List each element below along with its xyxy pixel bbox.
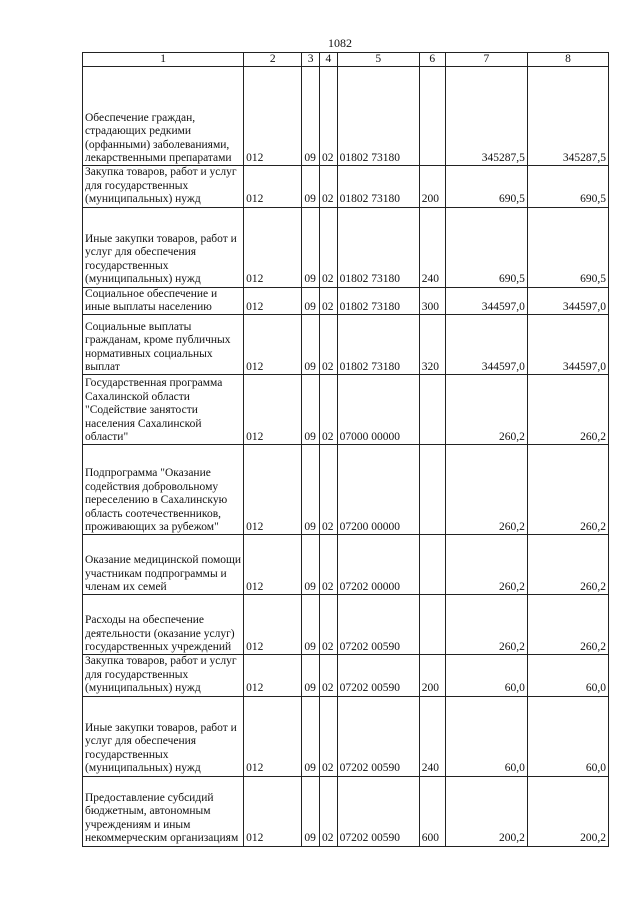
section-code: 09 (302, 67, 320, 166)
amount-col8: 690,5 (527, 207, 608, 287)
target-article: 07202 00590 (337, 696, 419, 776)
section-code: 09 (302, 375, 320, 445)
expense-type: 320 (419, 315, 445, 375)
expense-type (419, 595, 445, 655)
table-row (83, 166, 609, 207)
row-name: Подпрограмма "Оказание содействия добровольному переселению в Сахалинскую область соотечественников, проживающих за рубежом" (83, 445, 244, 535)
amount-col7: 260,2 (445, 375, 527, 445)
row-name: Оказание медицинской помощи участникам подпрограммы и членам их семей (83, 535, 244, 595)
expense-type: 200 (419, 166, 445, 207)
amount-col8: 345287,5 (527, 67, 608, 166)
target-article: 01802 73180 (337, 166, 419, 207)
section-code: 09 (302, 166, 320, 207)
column-header: 7 (445, 53, 527, 67)
row-name: Закупка товаров, работ и услуг для государственных (муниципальных) нужд (83, 166, 244, 207)
amount-col8: 60,0 (527, 655, 608, 696)
section-code: 09 (302, 207, 320, 287)
section-code: 09 (302, 655, 320, 696)
section-code: 09 (302, 696, 320, 776)
amount-col8: 200,2 (527, 776, 608, 846)
amount-col8: 260,2 (527, 535, 608, 595)
table-row (83, 315, 609, 375)
ministry-code: 012 (244, 166, 302, 207)
ministry-code: 012 (244, 535, 302, 595)
column-header: 5 (337, 53, 419, 67)
header-row (83, 53, 609, 67)
amount-col7: 344597,0 (445, 315, 527, 375)
ministry-code: 012 (244, 696, 302, 776)
table-row (83, 655, 609, 696)
ministry-code: 012 (244, 776, 302, 846)
ministry-code: 012 (244, 67, 302, 166)
amount-col7: 60,0 (445, 696, 527, 776)
target-article: 07202 00590 (337, 595, 419, 655)
table-row (83, 67, 609, 166)
row-name: Закупка товаров, работ и услуг для государственных (муниципальных) нужд (83, 655, 244, 696)
table-row (83, 445, 609, 535)
expense-type (419, 535, 445, 595)
target-article: 07202 00000 (337, 535, 419, 595)
row-name: Предоставление субсидий бюджетным, автономным учреждениям и иным некоммерческим организациям (83, 776, 244, 846)
amount-col7: 60,0 (445, 655, 527, 696)
ministry-code: 012 (244, 655, 302, 696)
target-article: 01802 73180 (337, 315, 419, 375)
subsection-code: 02 (320, 315, 338, 375)
amount-col8: 260,2 (527, 375, 608, 445)
subsection-code: 02 (320, 207, 338, 287)
column-header: 8 (527, 53, 608, 67)
budget-table (82, 52, 609, 847)
target-article: 07200 00000 (337, 445, 419, 535)
expense-type (419, 67, 445, 166)
subsection-code: 02 (320, 595, 338, 655)
amount-col8: 344597,0 (527, 287, 608, 315)
target-article: 07202 00590 (337, 776, 419, 846)
section-code: 09 (302, 776, 320, 846)
amount-col8: 690,5 (527, 166, 608, 207)
ministry-code: 012 (244, 445, 302, 535)
expense-type: 300 (419, 287, 445, 315)
table-row (83, 595, 609, 655)
table-row (83, 535, 609, 595)
row-name: Иные закупки товаров, работ и услуг для обеспечения государственных (муниципальных) нужд (83, 207, 244, 287)
ministry-code: 012 (244, 287, 302, 315)
row-name: Социальное обеспечение и иные выплаты населению (83, 287, 244, 315)
section-code: 09 (302, 595, 320, 655)
amount-col8: 260,2 (527, 445, 608, 535)
ministry-code: 012 (244, 375, 302, 445)
amount-col8: 260,2 (527, 595, 608, 655)
subsection-code: 02 (320, 375, 338, 445)
target-article: 01802 73180 (337, 67, 419, 166)
subsection-code: 02 (320, 535, 338, 595)
row-name: Государственная программа Сахалинской области "Содействие занятости населения Сахалинской области" (83, 375, 244, 445)
subsection-code: 02 (320, 445, 338, 535)
section-code: 09 (302, 445, 320, 535)
expense-type: 200 (419, 655, 445, 696)
row-name: Иные закупки товаров, работ и услуг для обеспечения государственных (муниципальных) нужд (83, 696, 244, 776)
amount-col7: 260,2 (445, 445, 527, 535)
amount-col7: 344597,0 (445, 287, 527, 315)
page-number: 1082 (328, 36, 352, 50)
subsection-code: 02 (320, 696, 338, 776)
expense-type: 240 (419, 696, 445, 776)
column-header: 6 (419, 53, 445, 67)
table-row (83, 207, 609, 287)
table-body (83, 53, 609, 847)
expense-type: 240 (419, 207, 445, 287)
row-name: Социальные выплаты гражданам, кроме публичных нормативных социальных выплат (83, 315, 244, 375)
subsection-code: 02 (320, 287, 338, 315)
row-name: Расходы на обеспечение деятельности (оказание услуг) государственных учреждений (83, 595, 244, 655)
table-row (83, 776, 609, 846)
ministry-code: 012 (244, 315, 302, 375)
target-article: 07202 00590 (337, 655, 419, 696)
column-header: 1 (83, 53, 244, 67)
column-header: 2 (244, 53, 302, 67)
amount-col7: 690,5 (445, 207, 527, 287)
subsection-code: 02 (320, 67, 338, 166)
table-row (83, 696, 609, 776)
column-header: 3 (302, 53, 320, 67)
amount-col7: 345287,5 (445, 67, 527, 166)
amount-col7: 690,5 (445, 166, 527, 207)
subsection-code: 02 (320, 655, 338, 696)
expense-type (419, 375, 445, 445)
subsection-code: 02 (320, 166, 338, 207)
amount-col7: 260,2 (445, 535, 527, 595)
amount-col7: 200,2 (445, 776, 527, 846)
expense-type (419, 445, 445, 535)
table-row (83, 287, 609, 315)
section-code: 09 (302, 315, 320, 375)
amount-col8: 344597,0 (527, 315, 608, 375)
amount-col7: 260,2 (445, 595, 527, 655)
target-article: 07000 00000 (337, 375, 419, 445)
target-article: 01802 73180 (337, 207, 419, 287)
table-row (83, 375, 609, 445)
subsection-code: 02 (320, 776, 338, 846)
ministry-code: 012 (244, 207, 302, 287)
section-code: 09 (302, 287, 320, 315)
section-code: 09 (302, 535, 320, 595)
amount-col8: 60,0 (527, 696, 608, 776)
target-article: 01802 73180 (337, 287, 419, 315)
row-name: Обеспечение граждан, страдающих редкими (орфанными) заболеваниями, лекарственными препаратами (83, 67, 244, 166)
ministry-code: 012 (244, 595, 302, 655)
expense-type: 600 (419, 776, 445, 846)
column-header: 4 (320, 53, 338, 67)
